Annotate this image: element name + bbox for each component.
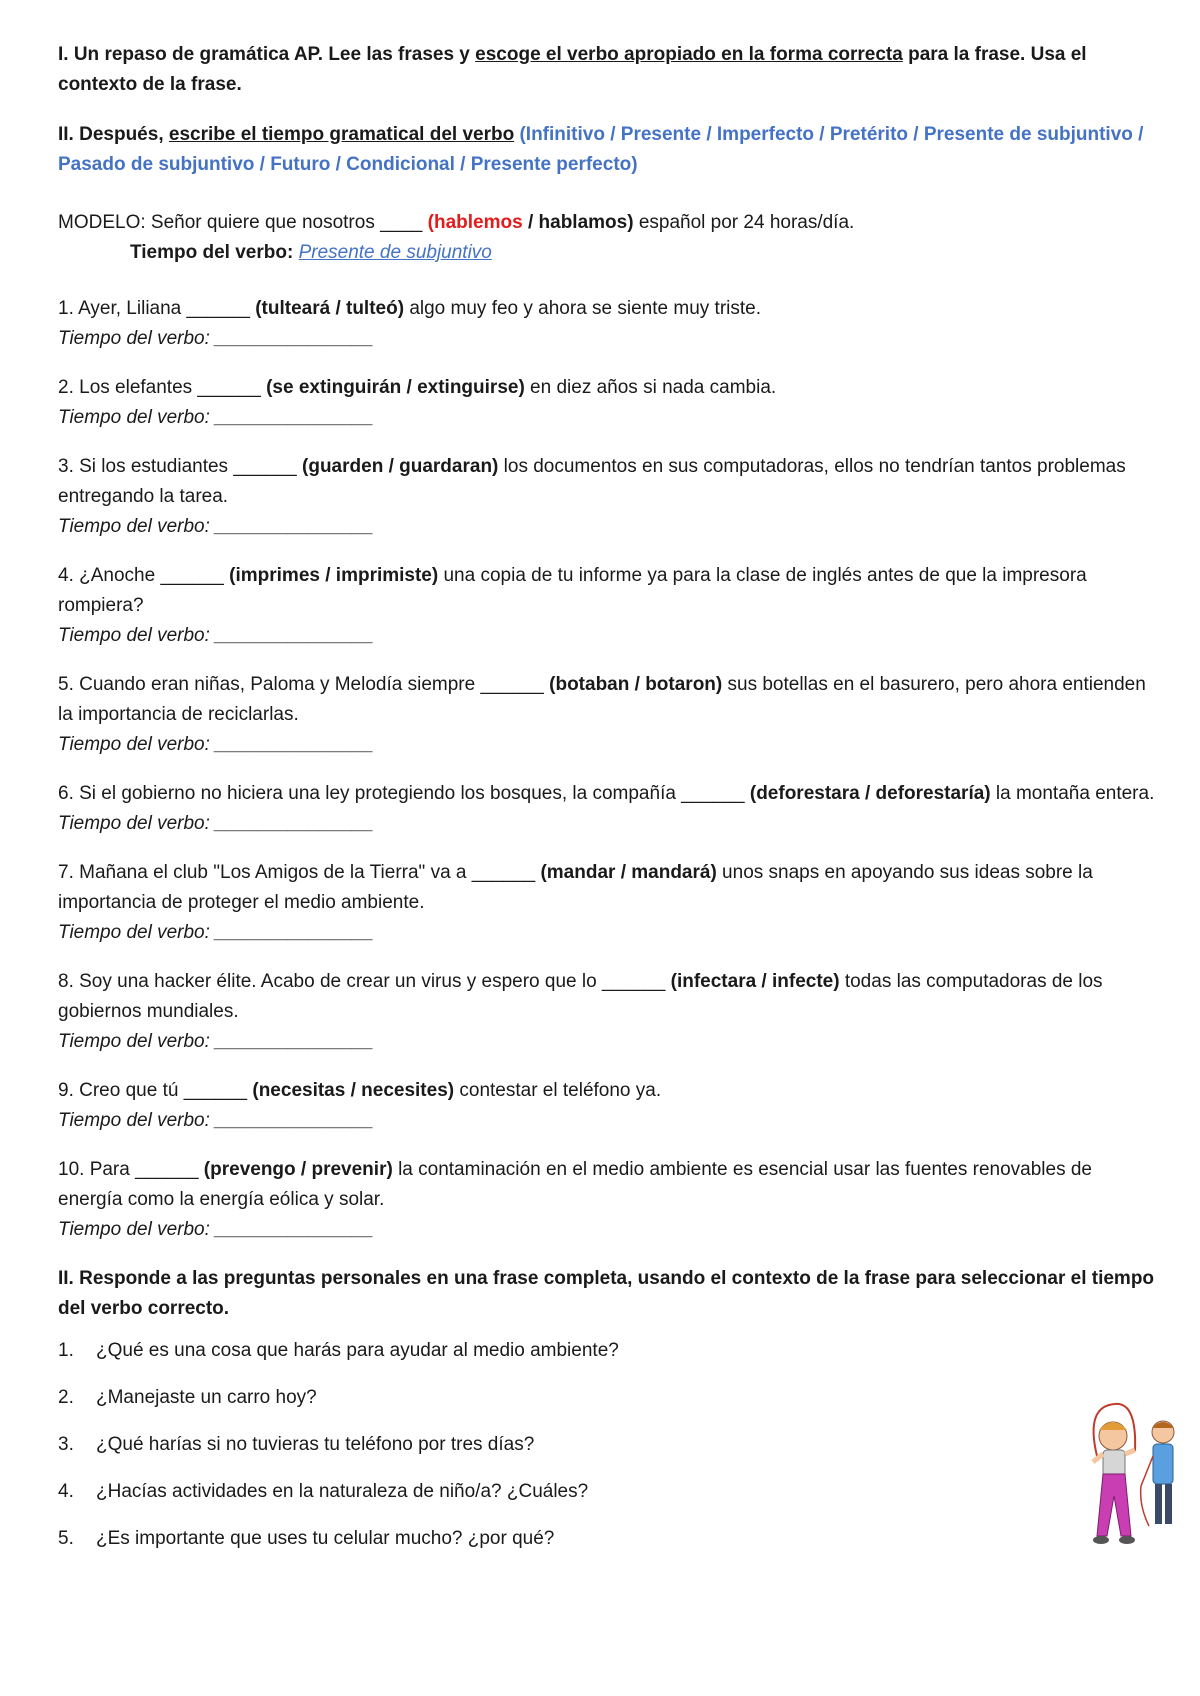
tiempo-blank[interactable]: Tiempo del verbo: _______________	[58, 516, 374, 537]
section2-paren-close: )	[631, 154, 638, 175]
section1-prefix: I. Un repaso de gramática AP. Lee las frases y	[58, 44, 476, 65]
tiempo-blank[interactable]: Tiempo del verbo: _______________	[58, 922, 374, 943]
personal-question	[58, 1336, 1158, 1366]
question-after: todas las computadoras de los gobiernos mundiales.	[58, 971, 1103, 1022]
question-before: 5. Cuando eran niñas, Paloma y Melodía siempre ______	[58, 674, 550, 695]
modelo-tiempo-label: Tiempo del verbo:	[130, 242, 299, 263]
section1-underlined: escoge el verbo apropiado en la forma correcta	[475, 44, 903, 65]
modelo-example	[58, 208, 1158, 268]
question-item	[58, 373, 1158, 433]
question-before: 2. Los elefantes ______	[58, 377, 267, 398]
question-item	[58, 858, 1158, 948]
question-after: unos snaps en apoyando sus ideas sobre la importancia de proteger el medio ambiente.	[58, 862, 1093, 913]
verb-options: (infectara / infecte)	[670, 971, 840, 992]
question-text: ¿Es importante que uses tu celular mucho? ¿por qué?	[96, 1528, 555, 1549]
question-before: 4. ¿Anoche ______	[58, 565, 230, 586]
tiempo-blank[interactable]: Tiempo del verbo: _______________	[58, 1031, 374, 1052]
question-number: 3.	[58, 1434, 74, 1455]
section2-paren-open: (	[514, 124, 526, 145]
tiempo-blank[interactable]: Tiempo del verbo: _______________	[58, 1219, 374, 1240]
tiempo-blank[interactable]: Tiempo del verbo: _______________	[58, 328, 374, 349]
question-sentence	[58, 373, 1158, 403]
question-number: 4.	[58, 1481, 74, 1502]
verb-options: (tulteará / tulteó)	[255, 298, 405, 319]
question-before: 7. Mañana el club "Los Amigos de la Tierra" va a ______	[58, 862, 541, 883]
question-sentence	[58, 561, 1158, 621]
verb-options: (se extinguirán / extinguirse)	[266, 377, 525, 398]
tiempo-blank[interactable]: Tiempo del verbo: _______________	[58, 1110, 374, 1131]
modelo-prefix: MODELO: Señor quiere que nosotros ____	[58, 212, 428, 233]
question-text: ¿Manejaste un carro hoy?	[96, 1387, 317, 1408]
question-item	[58, 670, 1158, 760]
verb-options: (deforestara / deforestaría)	[749, 783, 991, 804]
tiempo-blank[interactable]: Tiempo del verbo: _______________	[58, 625, 374, 646]
part2-heading: II. Responde a las preguntas personales en una frase completa, usando el contexto de la frase para seleccionar el tiempo del verbo correcto.	[58, 1268, 1155, 1319]
section2-underlined: escribe el tiempo gramatical del verbo	[168, 124, 515, 145]
verb-options: (guarden / guardaran)	[302, 456, 499, 477]
verb-options: (necesitas / necesites)	[252, 1080, 455, 1101]
verb-options: (imprimes / imprimiste)	[229, 565, 439, 586]
question-number: 2.	[58, 1387, 74, 1408]
verb-options: (botaban / botaron)	[549, 674, 723, 695]
question-item	[58, 561, 1158, 651]
question-text: ¿Qué harías si no tuvieras tu teléfono por tres días?	[96, 1434, 535, 1455]
question-after: los documentos en sus computadoras, ellos no tendrían tantos problemas entregando la tarea.	[58, 456, 1126, 507]
question-item	[58, 294, 1158, 354]
section2-prefix: II. Después,	[58, 124, 169, 145]
question-number: 1.	[58, 1340, 74, 1361]
question-item	[58, 1076, 1158, 1136]
modelo-open-paren: (	[427, 212, 434, 233]
verb-options: (prevengo / prevenir)	[203, 1159, 393, 1180]
question-before: 9. Creo que tú ______	[58, 1080, 253, 1101]
question-sentence	[58, 858, 1158, 918]
question-item	[58, 779, 1158, 839]
question-before: 1. Ayer, Liliana ______	[58, 298, 256, 319]
modelo-correct-answer: hablemos	[433, 212, 523, 233]
question-after: sus botellas en el basurero, pero ahora entienden la importancia de reciclarlas.	[58, 674, 1146, 725]
question-before: 10. Para ______	[58, 1159, 204, 1180]
question-after: en diez años si nada cambia.	[524, 377, 777, 398]
question-after: contestar el teléfono ya.	[454, 1080, 662, 1101]
question-after: la montaña entera.	[990, 783, 1155, 804]
question-item	[58, 1155, 1158, 1245]
tense-list: Infinitivo / Presente / Imperfecto / Pretérito / Presente de subjuntivo / Pasado de subjuntivo / Futuro / Condicional / Presente perfecto	[58, 124, 1144, 175]
question-item	[58, 967, 1158, 1057]
question-before: 6. Si el gobierno no hiciera una ley protegiendo los bosques, la compañía ______	[58, 783, 750, 804]
personal-question	[58, 1430, 1158, 1460]
question-number: 5.	[58, 1528, 74, 1549]
worksheet	[58, 40, 1158, 1571]
personal-question	[58, 1524, 1158, 1554]
question-sentence	[58, 1155, 1158, 1215]
question-after: la contaminación en el medio ambiente es esencial usar las fuentes renovables de energía como la energía eólica y solar.	[58, 1159, 1092, 1210]
question-text: ¿Hacías actividades en la naturaleza de niño/a? ¿Cuáles?	[96, 1481, 589, 1502]
tiempo-blank[interactable]: Tiempo del verbo: _______________	[58, 734, 374, 755]
modelo-tiempo-answer[interactable]: Presente de subjuntivo	[298, 242, 492, 263]
question-before: 8. Soy una hacker élite. Acabo de crear un virus y espero que lo ______	[58, 971, 671, 992]
verb-options: (mandar / mandará)	[540, 862, 717, 883]
modelo-tiempo	[58, 238, 1158, 268]
question-sentence	[58, 670, 1158, 730]
question-sentence	[58, 1076, 1158, 1106]
section1-suffix: para la frase. Usa el contexto de la frase.	[58, 44, 1087, 95]
question-after: una copia de tu informe ya para la clase de inglés antes de que la impresora rompiera?	[58, 565, 1087, 616]
question-text: ¿Qué es una cosa que harás para ayudar al medio ambiente?	[96, 1340, 619, 1361]
question-list	[58, 294, 1158, 1245]
modelo-suffix: español por 24 horas/día.	[633, 212, 855, 233]
modelo-other-option: / hablamos)	[522, 212, 634, 233]
personal-question	[58, 1383, 1158, 1413]
question-sentence	[58, 294, 1158, 324]
question-sentence	[58, 967, 1158, 1027]
tiempo-blank[interactable]: Tiempo del verbo: _______________	[58, 407, 374, 428]
section2-instructions	[58, 120, 1158, 180]
modelo-sentence	[58, 208, 1158, 238]
question-before: 3. Si los estudiantes ______	[58, 456, 303, 477]
question-after: algo muy feo y ahora se siente muy triste.	[404, 298, 761, 319]
question-sentence	[58, 779, 1158, 809]
personal-question	[58, 1477, 1158, 1507]
question-sentence	[58, 452, 1158, 512]
question-item	[58, 452, 1158, 542]
section1-instructions	[58, 40, 1158, 100]
personal-questions-list	[58, 1336, 1158, 1554]
kids-jump-rope-illustration	[1075, 1396, 1185, 1566]
tiempo-blank[interactable]: Tiempo del verbo: _______________	[58, 813, 374, 834]
